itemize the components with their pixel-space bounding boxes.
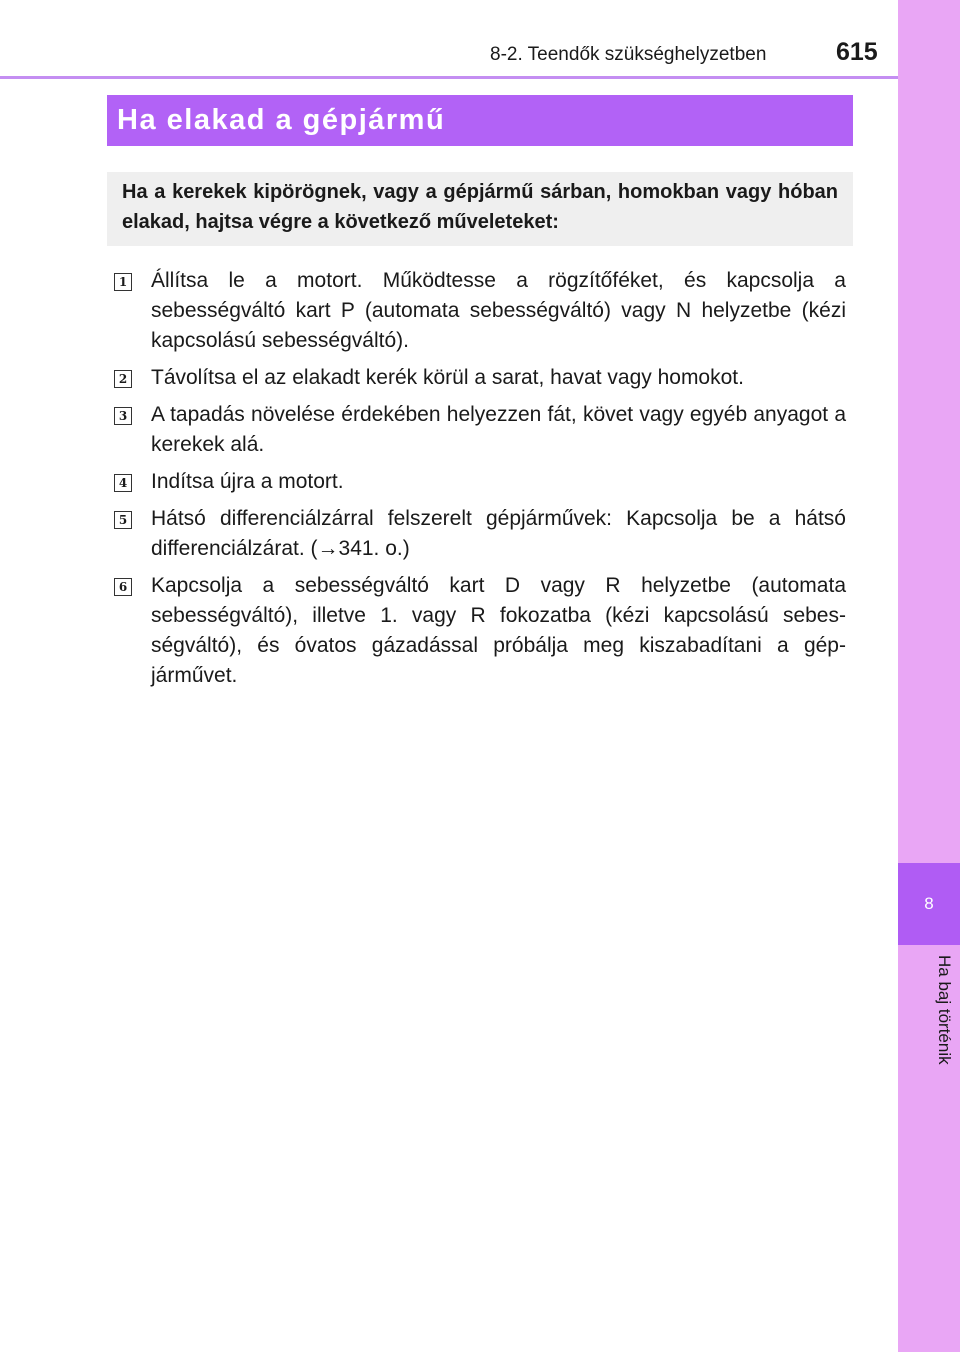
- step-text: Állítsa le a motort. Működtesse a rögzítőféket, és kapcsolja a sebességváltó kart P (automata sebességváltó) vagy N helyzetbe (kézi kapcsolású sebességváltó).: [151, 269, 846, 352]
- step-item: [112, 504, 846, 564]
- step-item: [112, 400, 846, 460]
- step-text: A tapadás növelése érdekében helyezzen fát, követ vagy egyéb anyagot a kerekek alá.: [151, 403, 846, 456]
- chapter-number: 8: [924, 894, 934, 913]
- chapter-number-box[interactable]: [898, 863, 960, 945]
- header-divider: [0, 76, 898, 79]
- page-number: 615: [836, 38, 878, 66]
- steps-list: [112, 266, 846, 698]
- step-item: [112, 571, 846, 691]
- step-number-badge: 2: [114, 370, 132, 388]
- intro-box: [107, 172, 853, 246]
- step-number-badge: 6: [114, 578, 132, 596]
- side-tab-strip: [898, 0, 960, 1352]
- step-text: Hátsó differenciálzárral felszerelt gépjárművek: Kapcsolja be a hátsó differenciálzárat. (→341. o.): [151, 507, 846, 560]
- chapter-title: Ha baj történik: [935, 955, 954, 1065]
- step-item: [112, 467, 846, 497]
- step-text: Indítsa újra a motort.: [151, 470, 344, 493]
- step-text: Távolítsa el az elakadt kerék körül a sarat, havat vagy homokot.: [151, 366, 744, 389]
- title-bar: [107, 95, 853, 146]
- step-number-badge: 3: [114, 407, 132, 425]
- step-item: [112, 363, 846, 393]
- section-title: 8-2. Teendők szükséghelyzetben: [490, 44, 767, 65]
- intro-text: Ha a kerekek kipörögnek, vagy a gépjármű sárban, homokban vagy hóban elakad, hajtsa végre a következő műveleteket:: [122, 181, 838, 233]
- step-number-badge: 1: [114, 273, 132, 291]
- step-text: Kapcsolja a sebességváltó kart D vagy R helyzetbe (automata sebességváltó), illetve 1. vagy R fokozatba (kézi kapcsolású sebességváltó), és óvatos gázadással próbálja meg kiszabadítani a gépjárművet.: [151, 574, 846, 687]
- step-number-badge: 5: [114, 511, 132, 529]
- step-number-badge: 4: [114, 474, 132, 492]
- page-title: Ha elakad a gépjármű: [117, 104, 446, 136]
- step-item: [112, 266, 846, 356]
